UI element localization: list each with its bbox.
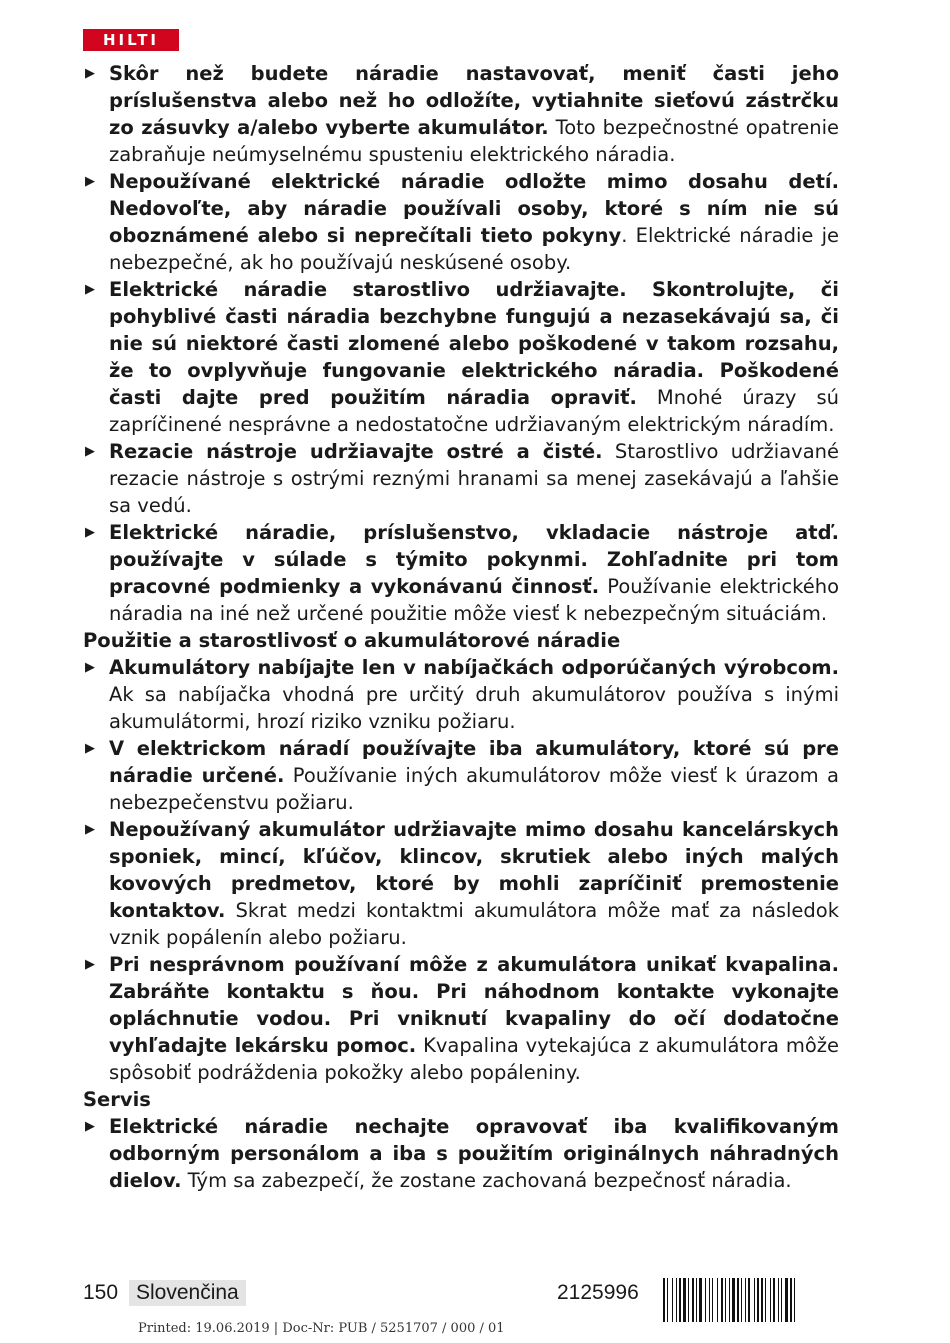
section-service	[83, 1086, 839, 1194]
bullet-arrow-icon: ▶	[85, 957, 95, 972]
page-footer	[83, 1278, 869, 1308]
section-general	[83, 60, 839, 627]
list-item: ▶ Pri nesprávnom používaní môže z akumulátora unikať kvapalina. Zabráňte kontaktu s ňou. Pri náhodnom kontakte vykonajte opláchnutie vodou. Pri vniknutí kvapaliny do očí dodatočne vyhľadajte lekársku pomoc. Kvapalina vytekajúca z akumulátora môže spôsobiť podráždenia pokožky alebo popáleniny.	[85, 953, 839, 1084]
bullet-arrow-icon: ▶	[85, 525, 95, 540]
bullet-arrow-icon: ▶	[85, 741, 95, 756]
safety-instructions	[83, 60, 839, 1194]
bullet-arrow-icon: ▶	[85, 282, 95, 297]
section-heading: Servis	[83, 1088, 151, 1111]
list-item: ▶ Nepoužívané elektrické náradie odložte mimo dosahu detí. Nedovoľte, aby náradie používali osoby, ktoré s ním nie sú oboznámené alebo si neprečítali tieto pokyny. Elektrické náradie je nebezpečné, ak ho používajú neskúsené osoby.	[85, 170, 840, 274]
bullet-arrow-icon: ▶	[85, 66, 95, 81]
list-item: ▶ Elektrické náradie nechajte opravovať iba kvalifikovaným odborným personálom a iba s použitím originálnych náhradných dielov. Tým sa zabezpečí, že zostane zachovaná bezpečnosť náradia.	[85, 1115, 839, 1192]
barcode-icon	[663, 1278, 869, 1322]
bullet-arrow-icon: ▶	[85, 1119, 95, 1134]
bullet-arrow-icon: ▶	[85, 174, 95, 189]
list-item: ▶ Skôr než budete náradie nastavovať, meniť časti jeho príslušenstva alebo než ho odložíte, vytiahnite sieťovú zástrčku zo zásuvky a/alebo vyberte akumulátor. Toto bezpečnostné opatrenie zabraňuje neúmyselnému spusteniu elektrického náradia.	[85, 62, 840, 166]
language-label: Slovenčina	[129, 1280, 246, 1306]
list-item: ▶ Elektrické náradie starostlivo udržiavajte. Skontrolujte, či pohyblivé časti náradia bezchybne fungujú a nezasekávajú sa, či nie sú niektoré časti zlomené alebo poškodené v takom rozsahu, že to ovplyvňuje fungovanie elektrického náradia. Poškodené časti dajte pred použitím náradia opraviť. Mnohé úrazy sú zapríčinené nesprávne a nedostatočne udržiavaným elektrickým náradím.	[85, 278, 839, 436]
page-number: 150	[83, 1281, 119, 1304]
list-item: ▶ V elektrickom náradí používajte iba akumulátory, ktoré sú pre náradie určené. Používanie iných akumulátorov môže viesť k úrazom a nebezpečenstvu požiaru.	[85, 737, 839, 814]
section-battery-tools	[83, 627, 839, 1086]
bullet-arrow-icon: ▶	[85, 444, 95, 459]
list-item: ▶ Nepoužívaný akumulátor udržiavajte mimo dosahu kancelárskych sponiek, mincí, kľúčov, klincov, skrutiek alebo iných malých kovových predmetov, ktoré by mohli zapríčiniť premostenie kontaktov. Skrat medzi kontaktmi akumulátora môže mať za následok vznik popálenín alebo požiaru.	[85, 818, 839, 949]
document-code: 2125996	[557, 1281, 639, 1304]
hilti-logo	[83, 29, 179, 51]
section-heading: Použitie a starostlivosť o akumulátorové náradie	[83, 629, 621, 652]
list-item: ▶ Akumulátory nabíjajte len v nabíjačkách odporúčaných výrobcom. Ak sa nabíjačka vhodná pre určitý druh akumulátorov používa s inými akumulátormi, hrozí riziko vzniku požiaru.	[85, 656, 839, 733]
bullet-arrow-icon: ▶	[85, 822, 95, 837]
list-item: ▶ Rezacie nástroje udržiavajte ostré a čisté. Starostlivo udržiavané rezacie nástroje s ostrými reznými hranami sa menej zasekávajú a ľahšie sa vedú.	[85, 440, 840, 517]
hilti-logo-text: HILTI	[102, 31, 160, 49]
print-info: Printed: 19.06.2019 | Doc-Nr: PUB / 5251707 / 000 / 01	[138, 1321, 505, 1336]
list-item: ▶ Elektrické náradie, príslušenstvo, vkladacie nástroje atď. používajte v súlade s týmito pokynmi. Zohľadnite pri tom pracovné podmienky a vykonávanú činnosť. Používanie elektrického náradia na iné než určené použitie môže viesť k nebezpečným situáciám.	[85, 521, 840, 625]
bullet-arrow-icon: ▶	[85, 660, 95, 675]
